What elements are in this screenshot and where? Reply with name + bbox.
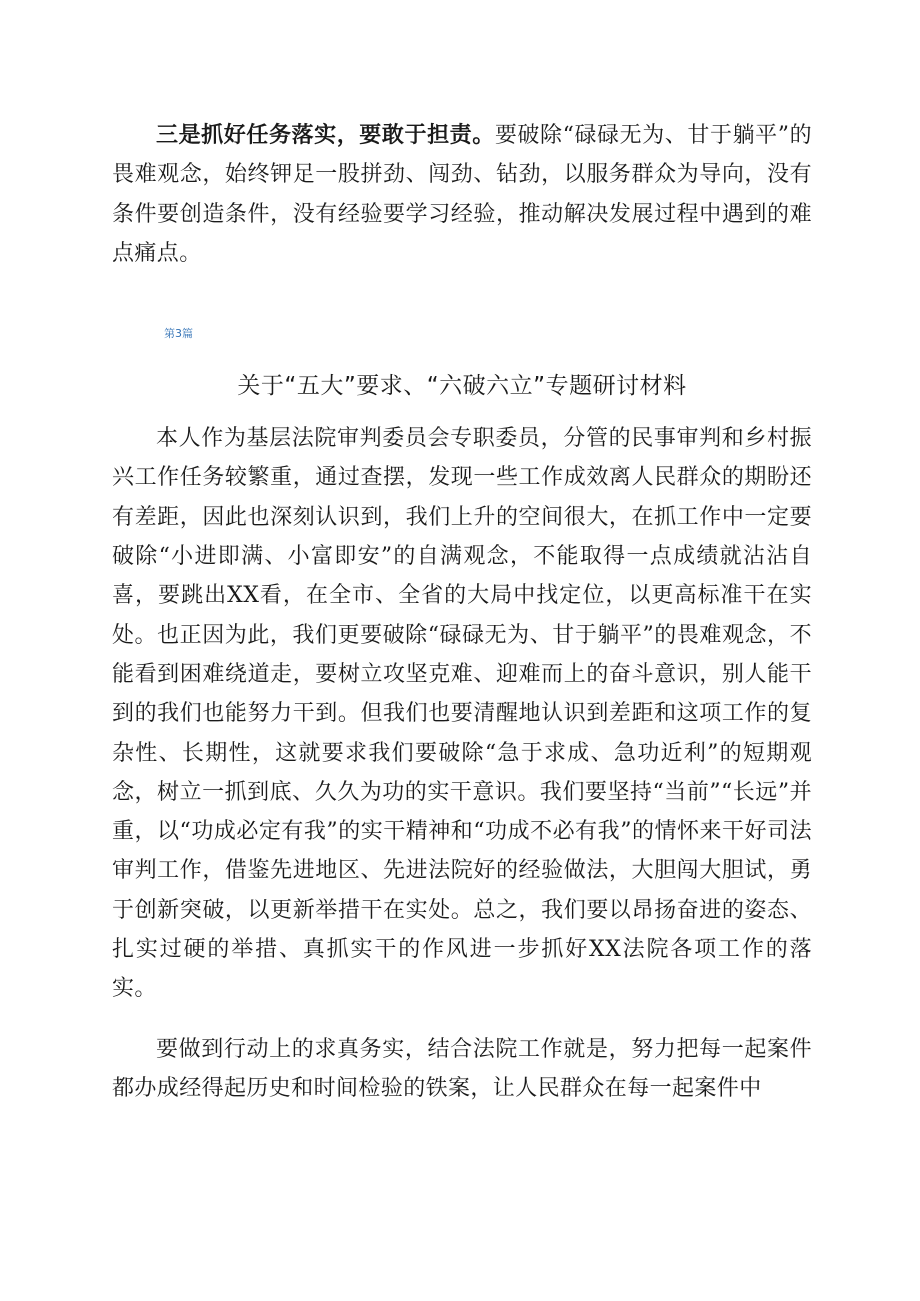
paragraph-lead-heading: 三是抓好任务落实，要敢于担责。 [156, 122, 495, 148]
paragraph-self-review: 本人作为基层法院审判委员会专职委员，分管的民事审判和乡村振兴工作任务较繁重，通过查摆，发现一些工作成效离人民群众的期盼还有差距，因此也深刻认识到，我们上升的空间很大，在抓工作中一定要破除“小进即满、小富即安”的自满观念，不能取得一点成绩就沾沾自喜，要跳出XX看，在全市、全省的大局中找定位，以更高标准干在实处。也正因为此，我们更要破除“碌碌无为、甘于躺平”的畏难观念，不能看到困难绕道走，要树立攻坚克难、迎难而上的奋斗意识，别人能干到的我们也能努力干到。但我们也要清醒地认识到差距和这项工作的复杂性、长期性，这就要求我们要破除“急于求成、急功近利”的短期观念，树立一抓到底、久久为功的实干意识。我们要坚持“当前”“长远”并重，以“功成必定有我”的实干精神和“功成不必有我”的情怀来干好司法审判工作，借鉴先进地区、先进法院好的经验做法，大胆闯大胆试，勇于创新突破，以更新举措干在实处。总之，我们要以昂扬奋进的姿态、扎实过硬的举措、真抓实干的作风进一步抓好XX法院各项工作的落实。 [112, 426, 812, 1002]
section-marker: 第3篇 [164, 327, 193, 341]
document-title: 关于“五大”要求、“六破六立”专题研讨材料 [237, 373, 687, 400]
document-page [112, 116, 812, 1108]
paragraph-task-implementation [112, 116, 812, 273]
paragraph-body: 要破除“碌碌无为、甘于躺平”的畏难观念，始终钾足一股拼劲、闯劲、钻劲，以服务群众为导向，没有条件要创造条件，没有经验要学习经验，推动解决发展过程中遇到的难点痛点。 [112, 123, 812, 266]
paragraph-action: 要做到行动上的求真务实，结合法院工作就是，努力把每一起案件都办成经得起历史和时间检验的铁案，让人民群众在每一起案件中 [112, 1036, 812, 1101]
